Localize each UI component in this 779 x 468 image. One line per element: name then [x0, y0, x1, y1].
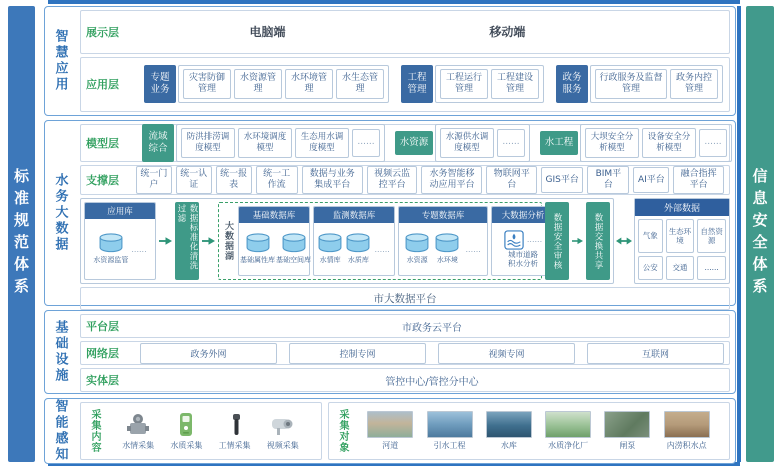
network-layer-label: 网络层	[86, 347, 119, 360]
database-cylinder-icon	[346, 233, 370, 253]
section-water-big-data-title: 水务大数据	[52, 173, 68, 253]
support-item: 数据与业务集成平台	[302, 166, 363, 194]
category-water-engineering: 水工程	[540, 131, 578, 155]
water-quality-meter-icon	[174, 412, 198, 438]
support-item: 统一工作流	[256, 166, 298, 194]
support-item: 物联网平台	[486, 166, 537, 194]
sidebar-standards	[8, 6, 35, 462]
section-smart-application	[44, 6, 736, 116]
model-more: ......	[699, 129, 727, 157]
app-item: 灾害防御管理	[183, 69, 231, 99]
model-layer-label: 模型层	[86, 137, 119, 150]
waterlogging-analysis-icon	[504, 230, 524, 250]
city-gov-cloud-platform: 市政务云平台	[402, 322, 462, 334]
db-item: 基础空间库	[276, 233, 311, 265]
category-water-resource: 水资源	[395, 131, 433, 155]
app-item: 行政服务及监督管理	[595, 69, 667, 99]
model-item: 防洪排涝调度模型	[181, 128, 235, 158]
external-item: 交通	[666, 256, 695, 281]
app-group-topic-business	[144, 65, 389, 103]
app-item: 水环境管理	[285, 69, 333, 99]
arrow-right-icon	[159, 202, 172, 280]
database-cylinder-icon	[246, 233, 270, 253]
app-group-government	[556, 65, 723, 103]
big-data-lake-label: 大数据湖	[223, 221, 233, 261]
collection-objects-label: 采集对象	[337, 409, 348, 453]
db-item: 水资源	[405, 233, 429, 265]
database-cylinder-icon	[318, 233, 342, 253]
platform-layer-row	[80, 314, 730, 338]
application-layer-label: 应用层	[86, 78, 119, 92]
external-item: 生态环境	[666, 219, 695, 253]
data-flow-row	[80, 198, 730, 284]
photo-sluice-pump	[604, 411, 650, 438]
model-item: 水源供水调度模型	[440, 128, 494, 158]
network-item: 互联网	[587, 343, 724, 364]
database-cylinder-icon	[435, 233, 459, 253]
db-item: 水质库	[346, 233, 370, 265]
app-item: 工程运行管理	[440, 69, 488, 99]
support-layer-label: 支撑层	[86, 174, 119, 187]
object-item: 河道	[367, 411, 413, 451]
camera-icon	[270, 412, 296, 438]
external-data-box	[634, 198, 730, 284]
ellipsis: ......	[526, 235, 543, 245]
entity-layer-label: 实体层	[86, 374, 119, 387]
section-infrastructure	[44, 310, 736, 394]
section-water-big-data	[44, 120, 736, 306]
app-item: 政务内控管理	[670, 69, 718, 99]
water-level-sensor-icon	[126, 412, 150, 438]
external-item: 公安	[638, 256, 663, 281]
object-item: 水库	[486, 411, 532, 451]
entity-layer-row	[80, 368, 730, 392]
app-item: 工程建设管理	[491, 69, 539, 99]
arrow-both-icon	[616, 198, 632, 284]
application-db-box	[84, 202, 156, 280]
display-layer-row	[80, 10, 730, 54]
db-item: 水资源监管	[93, 233, 128, 265]
database-cylinder-icon	[99, 233, 123, 253]
category-topic-business: 专题业务	[144, 65, 176, 103]
data-flow-container	[80, 198, 614, 284]
section-intelligent-perception	[44, 398, 736, 464]
ellipsis: ......	[374, 244, 390, 254]
thematic-database-box: 专题数据库 水资源 水环境 ......	[398, 206, 488, 276]
object-item: 内涝积水点	[664, 411, 710, 451]
support-item: 水务智能移动应用平台	[421, 166, 482, 194]
sidebar-security	[746, 6, 774, 462]
basic-database-box: 基础数据库 基础属性库 基础空间库	[238, 206, 310, 276]
collection-objects-box	[328, 402, 730, 460]
model-group-water-resource	[395, 124, 530, 162]
arrow-right-icon	[572, 202, 583, 280]
sidebar-security-label: 信息安全体系	[750, 168, 769, 300]
network-item: 政务外网	[140, 343, 277, 364]
collection-content-box	[80, 402, 322, 460]
external-data-header: 外部数据	[635, 199, 729, 216]
section-intelligent-perception-title: 智能感知	[52, 399, 68, 463]
model-group-water-engineering	[540, 124, 732, 162]
application-layer-row	[80, 57, 730, 112]
category-government-service: 政务服务	[556, 65, 588, 103]
network-layer-row	[80, 341, 730, 365]
collection-item: 水质采集	[170, 412, 202, 451]
photo-reservoir	[486, 411, 532, 438]
engineering-sensor-icon	[223, 412, 247, 438]
pc-client-header: 电脑端	[249, 25, 286, 40]
object-item: 引水工程	[427, 411, 473, 451]
object-item: 水质净化厂	[545, 411, 591, 451]
app-item: 水生态管理	[336, 69, 384, 99]
network-item: 视频专网	[438, 343, 575, 364]
model-item: 大坝安全分析模型	[585, 128, 639, 158]
category-basin-comprehensive: 流域综合	[142, 124, 174, 162]
sidebar-standards-label: 标准规范体系	[12, 168, 30, 300]
model-more: ......	[352, 129, 380, 157]
application-db-header: 应用库	[85, 203, 155, 219]
support-item: GIS平台	[541, 167, 583, 193]
network-item: 控制专网	[289, 343, 426, 364]
external-item: 气象	[638, 219, 663, 253]
external-item: ......	[697, 256, 726, 281]
data-cleansing-box: 数据标准化清洗过滤	[175, 202, 199, 280]
support-layer-row	[80, 165, 730, 195]
monitoring-database-box: 监测数据库 水情库 水质库 ......	[313, 206, 395, 276]
model-group-basin	[142, 124, 385, 162]
database-cylinder-icon	[282, 233, 306, 253]
database-cylinder-icon	[405, 233, 429, 253]
external-item: 自然资源	[697, 219, 726, 253]
ellipsis: ......	[131, 244, 147, 254]
section-smart-application-title: 智慧应用	[52, 29, 68, 93]
model-layer-row	[80, 124, 730, 162]
main-area	[44, 4, 736, 464]
app-item: 水资源管理	[234, 69, 282, 99]
support-item: AI平台	[633, 167, 669, 193]
section-infrastructure-title: 基础设施	[52, 320, 68, 384]
category-engineering-mgmt: 工程管理	[401, 65, 433, 103]
photo-river-channel	[367, 411, 413, 438]
mobile-client-header: 移动端	[489, 25, 526, 40]
db-item: 水环境	[435, 233, 459, 265]
support-item: 融合指挥平台	[673, 166, 724, 194]
photo-waterlogging-point	[664, 411, 710, 438]
control-center: 管控中心/管控分中心	[385, 376, 479, 388]
collection-item: 工情采集	[219, 412, 251, 451]
big-data-lake	[218, 202, 545, 280]
data-exchange-share-box: 数据交换共享	[586, 202, 610, 280]
ellipsis: ......	[465, 244, 481, 254]
support-item: 视频云监控平台	[367, 166, 418, 194]
collection-content-label: 采集内容	[89, 409, 100, 453]
platform-layer-label: 平台层	[86, 320, 119, 333]
main-right-border	[737, 6, 741, 462]
big-data-analysis-box: 大数据分析 ...... 城市道路积水分析	[491, 206, 555, 276]
db-item: 水情库	[318, 233, 342, 265]
model-item: 设备安全分析模型	[642, 128, 696, 158]
support-item: 统一门户	[136, 166, 172, 194]
collection-item: 视频采集	[267, 412, 299, 451]
model-item: 生态用水调度模型	[295, 128, 349, 158]
data-security-audit-box: 数据安全审核	[545, 202, 569, 280]
support-item: 统一认证	[176, 166, 212, 194]
collection-item: 水情采集	[122, 412, 154, 451]
support-item: BIM平台	[587, 166, 629, 194]
city-big-data-platform-bar: 市大数据平台	[80, 287, 730, 310]
model-item: 水环境调度模型	[238, 128, 292, 158]
photo-water-purification-plant	[545, 411, 591, 438]
app-group-engineering	[401, 65, 544, 103]
model-more: ......	[497, 129, 525, 157]
display-layer-label: 展示层	[86, 25, 119, 39]
arrow-right-icon	[202, 202, 215, 280]
db-item: 基础属性库	[240, 233, 275, 265]
object-item: 闸泵	[604, 411, 650, 451]
support-item: 统一报表	[216, 166, 252, 194]
photo-water-diversion-project	[427, 411, 473, 438]
